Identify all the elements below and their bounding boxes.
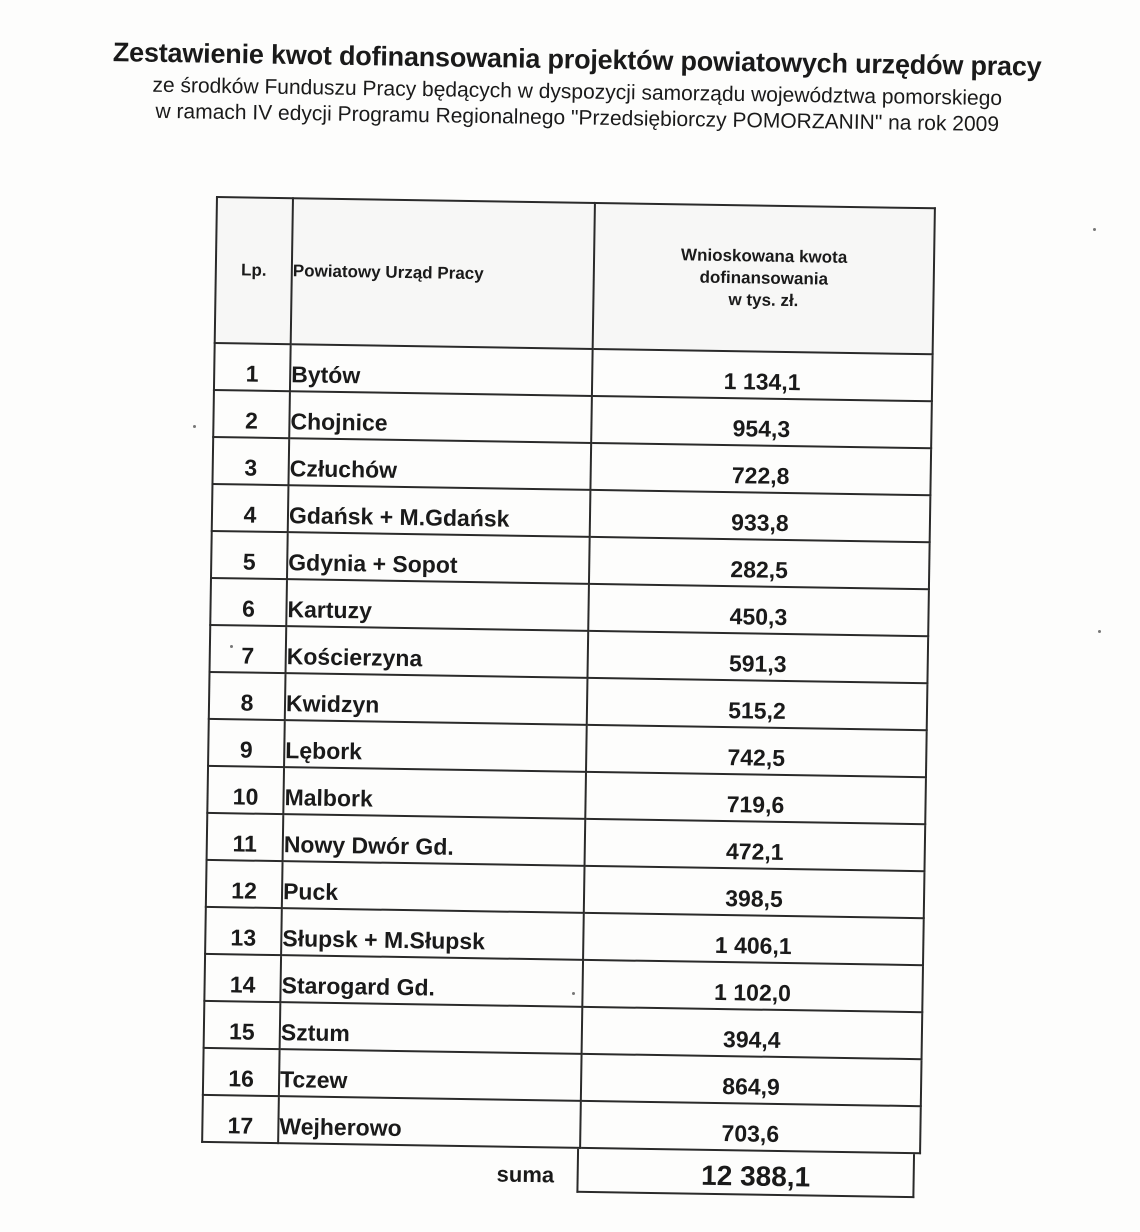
row-amount: 722,8 [590, 443, 931, 495]
row-office-name: Słupsk + M.Słupsk [281, 908, 584, 960]
row-office-name: Tczew [279, 1049, 582, 1101]
row-office-name: Kartuzy [286, 579, 589, 631]
row-office-name: Kwidzyn [285, 673, 588, 725]
sum-value: 12 388,1 [576, 1149, 915, 1198]
header-amount-line-1: Wnioskowana kwota [680, 245, 848, 267]
row-office-name: Sztum [280, 1002, 583, 1054]
row-number: 5 [211, 531, 288, 579]
row-number: 10 [207, 766, 284, 814]
row-number: 2 [213, 390, 290, 438]
row-number: 11 [207, 813, 284, 861]
row-amount: 1 406,1 [583, 913, 924, 965]
row-amount: 719,6 [585, 772, 926, 824]
row-number: 12 [206, 860, 283, 908]
row-number: 6 [210, 578, 287, 626]
row-office-name: Kościerzyna [286, 626, 589, 678]
row-amount: 954,3 [591, 396, 932, 448]
scan-speck [1098, 630, 1101, 633]
row-number: 13 [205, 907, 282, 955]
row-office-name: Człuchów [288, 438, 591, 490]
row-amount: 933,8 [590, 490, 931, 542]
header-lp: Lp. [215, 197, 293, 344]
row-office-name: Bytów [290, 344, 593, 396]
row-office-name: Gdańsk + M.Gdańsk [288, 485, 591, 537]
row-office-name: Gdynia + Sopot [287, 532, 590, 584]
sum-row [200, 1143, 921, 1204]
funding-table-container [200, 196, 936, 1204]
row-number: 9 [208, 719, 285, 767]
header-amount [593, 203, 935, 354]
row-office-name: Puck [282, 861, 585, 913]
row-amount: 472,1 [585, 819, 926, 871]
row-office-name: Starogard Gd. [280, 955, 583, 1007]
row-amount: 1 134,1 [592, 349, 933, 401]
row-amount: 282,5 [589, 537, 930, 589]
row-office-name: Lębork [284, 720, 587, 772]
row-office-name: Malbork [283, 767, 586, 819]
row-number: 17 [202, 1095, 279, 1143]
header-amount-line-3: w tys. zł. [728, 290, 799, 311]
row-amount: 1 102,0 [582, 960, 923, 1012]
row-number: 8 [209, 672, 286, 720]
document-title: Zestawienie kwot dofinansowania projektów powiatowych urzędów pracy [112, 37, 1042, 82]
scan-speck [193, 425, 196, 428]
row-office-name: Wejherowo [278, 1096, 581, 1148]
row-number: 3 [212, 437, 289, 485]
header-office: Powiatowy Urząd Pracy [291, 198, 595, 349]
header-amount-line-2: dofinansowania [699, 267, 829, 289]
row-amount: 591,3 [587, 631, 928, 683]
document-subtitle-line-2: w ramach IV edycji Programu Regionalnego "Przedsiębiorczy POMORZANIN" na rok 2009 [155, 99, 1000, 137]
row-number: 4 [212, 484, 289, 532]
scan-speck [230, 645, 233, 648]
row-amount: 515,2 [587, 678, 928, 730]
row-amount: 450,3 [588, 584, 929, 636]
row-amount: 394,4 [582, 1007, 923, 1059]
table-body [202, 343, 932, 1153]
document-subtitle-line-1: ze środków Funduszu Pracy będących w dyspozycji samorządu województwa pomorskiego [152, 73, 1003, 111]
row-amount: 742,5 [586, 725, 927, 777]
row-office-name: Nowy Dwór Gd. [283, 814, 586, 866]
table-header-row [215, 197, 935, 354]
row-number: 15 [204, 1001, 281, 1049]
row-number: 16 [203, 1048, 280, 1096]
scan-speck [572, 992, 575, 995]
scan-speck [1093, 228, 1096, 231]
row-office-name: Chojnice [289, 391, 592, 443]
sum-label: suma [496, 1161, 555, 1188]
row-number: 14 [204, 954, 281, 1002]
row-number: 1 [214, 343, 291, 391]
row-number: 7 [210, 625, 287, 673]
row-amount: 864,9 [581, 1054, 922, 1106]
row-amount: 398,5 [584, 866, 925, 918]
row-amount: 703,6 [580, 1101, 921, 1153]
funding-table [201, 196, 936, 1154]
